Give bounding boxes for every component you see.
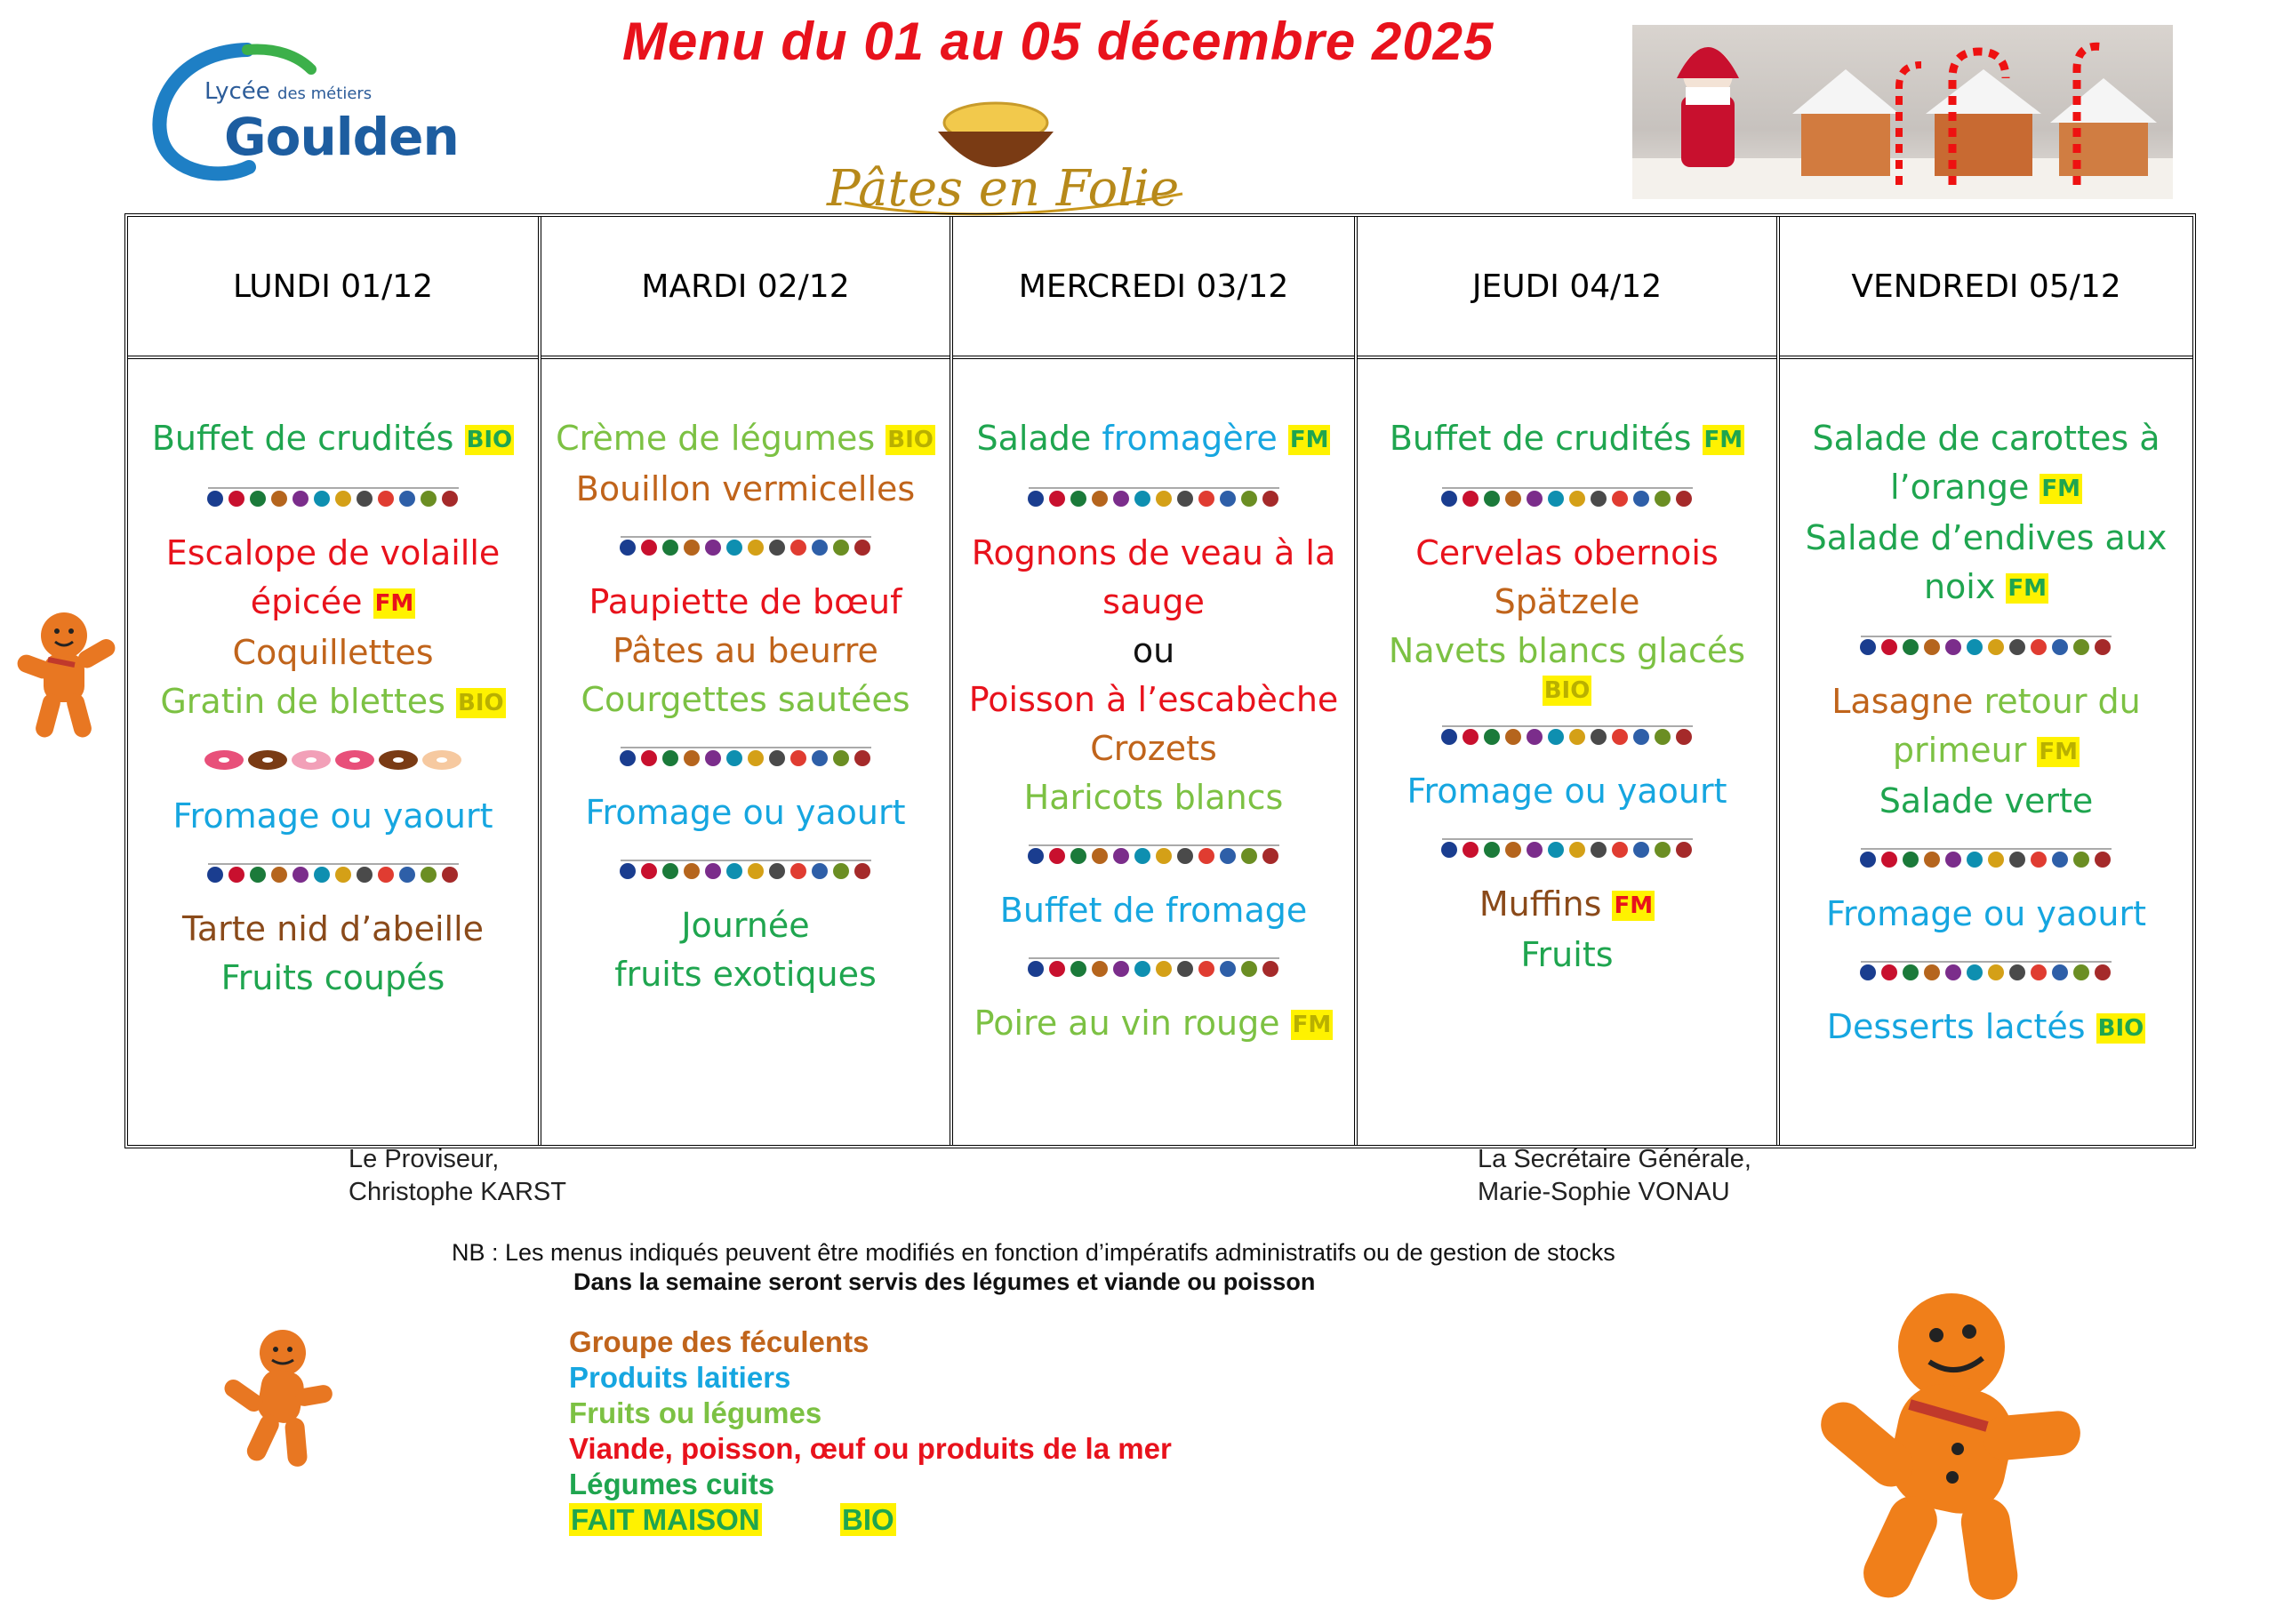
menu-item-text: Fromage ou yaourt xyxy=(1406,771,1727,811)
day-header: MARDI 02/12 xyxy=(541,217,950,359)
menu-item-text: primeur xyxy=(1892,731,2027,770)
menu-item-text: Rognons de veau à la xyxy=(971,533,1336,572)
menu-tag-badge: BIO xyxy=(466,427,513,453)
ornaments-divider-icon xyxy=(1025,481,1283,513)
school-logo xyxy=(142,34,459,185)
legend xyxy=(569,1324,1172,1538)
menu-item-text: sauge xyxy=(1102,582,1205,621)
donuts-divider-icon xyxy=(204,744,462,776)
menu-item-text: Gratin de blettes xyxy=(160,682,445,721)
menu-item-text: ou xyxy=(1132,631,1175,670)
day-header: VENDREDI 05/12 xyxy=(1780,217,2192,359)
menu-item-text: Escalope de volaille xyxy=(165,533,501,572)
menu-item xyxy=(541,676,950,724)
day-menu xyxy=(1358,359,1776,980)
menu-item-text: Crème de légumes xyxy=(556,419,876,458)
menu-item-text: Crozets xyxy=(1090,729,1217,768)
menu-item xyxy=(1358,578,1776,627)
menu-item-text: Poire au vin rouge xyxy=(974,1004,1280,1043)
menu-tag-badge: FM xyxy=(1289,427,1329,453)
nb-note: NB : Les menus indiqués peuvent être modifiés en fonction d’impératifs administratifs ou de gestion de stocks xyxy=(452,1239,1615,1266)
menu-item xyxy=(953,676,1354,724)
menu-item-text: Salade de carottes à xyxy=(1812,419,2160,458)
menu-item-text: Desserts lactés xyxy=(1826,1007,2086,1046)
menu-item xyxy=(128,677,538,728)
ornaments-divider-icon xyxy=(617,853,875,885)
menu-item-text: épicée xyxy=(250,582,363,621)
menu-tag-badge: FM xyxy=(1614,892,1654,919)
menu-item xyxy=(1780,514,2192,563)
day-menu xyxy=(1780,359,2192,1053)
menu-item-text: Buffet de fromage xyxy=(999,891,1308,930)
day-column xyxy=(541,217,953,1145)
day-menu xyxy=(128,359,538,1003)
menu-tag-badge: BIO xyxy=(1543,676,1591,704)
ornaments-divider-icon xyxy=(617,530,875,562)
menu-item xyxy=(541,950,950,999)
menu-tag-badge: FM xyxy=(2008,575,2048,602)
day-header: LUNDI 01/12 xyxy=(128,217,538,359)
menu-item-text: l’orange xyxy=(1889,468,2030,507)
menu-item-text: Fruits coupés xyxy=(220,958,445,997)
ornaments-divider-icon xyxy=(1439,719,1696,751)
legend-laitiers: Produits laitiers xyxy=(569,1361,791,1394)
legend-fruits: Fruits ou légumes xyxy=(569,1396,822,1429)
ornaments-divider-icon xyxy=(1857,842,2115,874)
menu-item-text: Lasagne xyxy=(1831,682,1974,721)
menu-item xyxy=(1780,677,2192,726)
menu-item xyxy=(541,578,950,627)
ornaments-divider-icon xyxy=(1025,838,1283,870)
secretaire-name: Marie-Sophie VONAU xyxy=(1478,1178,1730,1206)
menu-item xyxy=(1780,414,2192,463)
ornaments-divider-icon xyxy=(1439,481,1696,513)
gingerbread-small-left-icon xyxy=(12,604,128,747)
menu-item xyxy=(541,788,950,837)
menu-item-text: Poisson à l’escabèche xyxy=(968,680,1339,719)
menu-tag-badge: BIO xyxy=(2097,1015,2144,1042)
menu-item xyxy=(1358,931,1776,980)
menu-item-text: Fromage ou yaourt xyxy=(585,793,906,832)
menu-item-text: Spätzele xyxy=(1494,582,1640,621)
menu-item xyxy=(1358,627,1776,676)
menu-item-text: Tarte nid d’abeille xyxy=(181,909,485,948)
day-column xyxy=(1780,217,2192,1145)
proviseur-name: Christophe KARST xyxy=(349,1178,566,1206)
menu-item xyxy=(1780,1003,2192,1053)
ornaments-divider-icon xyxy=(1439,832,1696,864)
menu-item-text: Salade d’endives aux xyxy=(1805,518,2168,557)
legend-bio: BIO xyxy=(842,1503,894,1536)
menu-item xyxy=(128,905,538,954)
menu-item xyxy=(953,999,1354,1050)
menu-tag-badge: BIO xyxy=(887,427,934,453)
menu-tag-badge: FM xyxy=(1703,427,1743,453)
menu-item xyxy=(953,773,1354,822)
menu-item xyxy=(1780,726,2192,777)
menu-item-text: Pâtes au beurre xyxy=(613,631,878,670)
menu-item-text-part: fromagère xyxy=(1102,419,1278,458)
day-column xyxy=(128,217,541,1145)
menu-item-text: Haricots blancs xyxy=(1023,778,1284,817)
day-column xyxy=(953,217,1358,1145)
menu-item xyxy=(128,792,538,841)
ornaments-divider-icon xyxy=(1857,629,2115,661)
ornaments-divider-icon xyxy=(1025,951,1283,983)
gingerbread-small-bottom-icon xyxy=(213,1324,338,1476)
menu-item xyxy=(1358,529,1776,578)
menu-item xyxy=(128,529,538,578)
logo-small-text: Lycée xyxy=(204,78,270,105)
menu-title: Menu du 01 au 05 décembre 2025 xyxy=(622,12,1495,71)
menu-item-text: fruits exotiques xyxy=(614,955,877,994)
menu-item-text-part: retour du xyxy=(1983,682,2141,721)
menu-item xyxy=(953,414,1354,465)
gingerbread-large-icon xyxy=(1805,1280,2089,1609)
menu-item-text: Courgettes sautées xyxy=(581,680,910,719)
menu-item-text: Fromage ou yaourt xyxy=(1825,894,2147,933)
menu-item xyxy=(953,627,1354,676)
menu-item-text: Navets blancs glacés xyxy=(1388,631,1746,670)
menu-item xyxy=(1780,890,2192,939)
menu-item xyxy=(128,414,538,465)
menu-item xyxy=(953,724,1354,773)
menu-tag-badge: FM xyxy=(2041,476,2081,502)
menu-item-text: Salade verte xyxy=(1879,781,2094,820)
signature-left xyxy=(349,1143,566,1209)
legend-fait-maison: FAIT MAISON xyxy=(571,1503,760,1536)
menu-item-text: Cervelas obernois xyxy=(1415,533,1719,572)
legend-legumes: Légumes cuits xyxy=(569,1468,775,1500)
menu-item-text: Buffet de crudités xyxy=(1389,419,1692,458)
legend-feculents: Groupe des féculents xyxy=(569,1325,870,1358)
menu-item-text: Muffins xyxy=(1479,884,1602,924)
brand-text: Pâtes en Folie xyxy=(827,160,1180,218)
menu-tag-badge: FM xyxy=(2039,739,2079,765)
week-note: Dans la semaine seront servis des légumes et viande ou poisson xyxy=(573,1268,1316,1295)
day-menu xyxy=(541,359,950,999)
menu-tag-badge: BIO xyxy=(458,690,504,716)
ornaments-divider-icon xyxy=(1857,955,2115,987)
proviseur-role: Le Proviseur, xyxy=(349,1145,500,1173)
menu-item-text: Bouillon vermicelles xyxy=(575,469,916,508)
menu-item xyxy=(953,886,1354,935)
menu-item xyxy=(1780,563,2192,613)
signature-right xyxy=(1478,1143,1751,1209)
day-header: JEUDI 04/12 xyxy=(1358,217,1776,359)
ornaments-divider-icon xyxy=(204,857,462,889)
menu-item-text: Fruits xyxy=(1520,934,1614,974)
menu-tag-badge: FM xyxy=(374,590,414,617)
ornaments-divider-icon xyxy=(617,740,875,772)
menu-item xyxy=(953,529,1354,578)
menu-item xyxy=(541,627,950,676)
day-header: MERCREDI 03/12 xyxy=(953,217,1354,359)
menu-item xyxy=(128,628,538,677)
menu-item-text: Journée xyxy=(681,906,810,945)
secretaire-role: La Secrétaire Générale, xyxy=(1478,1145,1751,1173)
christmas-image xyxy=(1632,25,2173,199)
day-column xyxy=(1358,217,1780,1145)
ornaments-divider-icon xyxy=(204,481,462,513)
logo-des-text: des métiers xyxy=(277,84,373,103)
menu-item-text: Fromage ou yaourt xyxy=(172,796,493,836)
legend-viande: Viande, poisson, œuf ou produits de la mer xyxy=(569,1432,1172,1465)
menu-item-text: noix xyxy=(1923,567,1996,606)
menu-item xyxy=(128,954,538,1003)
menu-item xyxy=(541,901,950,950)
day-menu xyxy=(953,359,1354,1050)
menu-item-text: Coquillettes xyxy=(232,633,434,672)
menu-item xyxy=(541,465,950,514)
menu-item-text: Buffet de crudités xyxy=(151,419,454,458)
menu-item xyxy=(953,578,1354,627)
menu-item xyxy=(1358,767,1776,816)
menu-item xyxy=(541,414,950,465)
gingerbread-houses-icon xyxy=(1632,25,2173,199)
menu-item xyxy=(1780,463,2192,514)
logo-big-text: Goulden xyxy=(224,107,459,167)
menu-item-text: Salade xyxy=(976,419,1092,458)
menu-tag-badge: FM xyxy=(1292,1012,1332,1038)
menu-item xyxy=(1358,414,1776,465)
menu-item xyxy=(128,578,538,628)
menu-item-text: Paupiette de bœuf xyxy=(589,582,902,621)
menu-item xyxy=(1780,777,2192,826)
menu-item xyxy=(1358,880,1776,931)
menu-table xyxy=(124,213,2196,1148)
menu-item xyxy=(1358,676,1776,703)
